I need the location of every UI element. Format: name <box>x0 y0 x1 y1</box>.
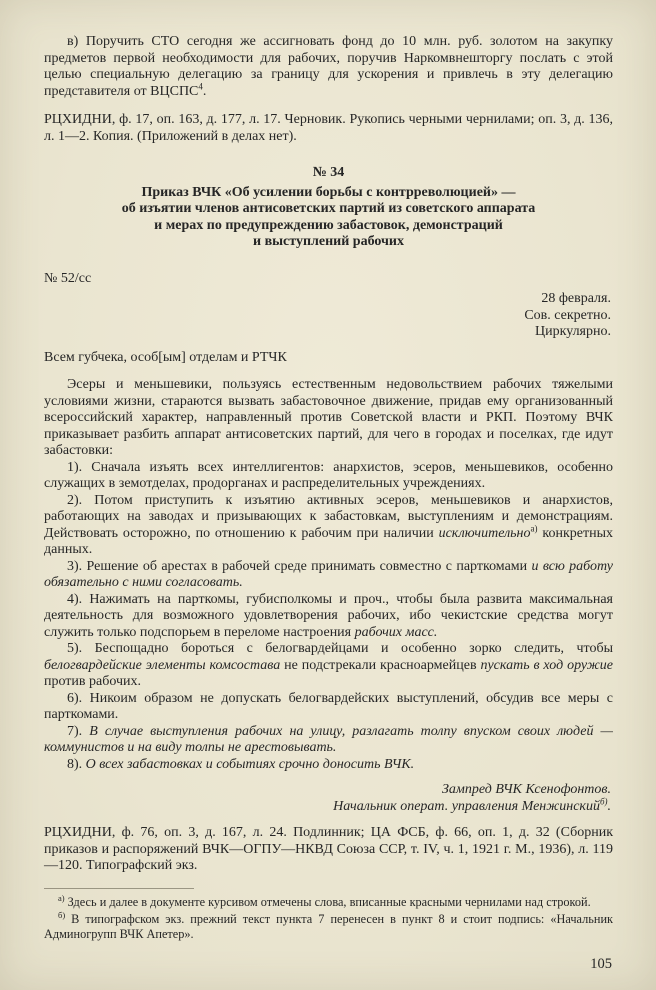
point-8 <box>44 757 613 774</box>
point-2-italic: исключительно <box>438 525 531 541</box>
circular-line: Циркулярно. <box>534 324 611 339</box>
point-6: 6). Никоим образом не допускать белогвардейских выступлений, обсудив все меры с парткомами. <box>44 690 613 722</box>
point-8-number: 8). <box>67 756 86 772</box>
page-number: 105 <box>590 955 612 972</box>
title-line: об изъятии членов антисоветских партий из советского аппарата <box>121 201 536 216</box>
title-line: и мерах по предупреждению забастовок, демонстраций <box>154 217 503 233</box>
signature-menzhinsky <box>44 795 611 816</box>
signature-menzhinsky-text: Начальник операт. управления Менжинский <box>333 798 600 814</box>
footnote-a-marker: а) <box>58 892 65 903</box>
point-4-italic: рабочих масс. <box>354 624 438 640</box>
title-line: Приказ ВЧК «Об усилении борьбы с контрреволюцией» — <box>141 184 516 200</box>
prev-doc-paragraph <box>44 34 613 100</box>
document-code: № 52/сс <box>44 270 92 286</box>
footnote-ref-a: а) <box>530 522 538 533</box>
footnote-ref-4: 4 <box>198 80 203 91</box>
point-2-text-end: конкретных данных. <box>44 525 613 557</box>
footnote-b <box>44 909 613 941</box>
date-secrecy-block <box>44 291 613 341</box>
document-number-heading: № 34 <box>312 165 345 180</box>
footnote-a <box>44 892 613 910</box>
point-5 <box>44 641 613 691</box>
point-3-text: 3). Решение об арестах в рабочей среде принимать совместно с парткомами <box>67 558 532 574</box>
signature-ksenofontov: Зампред ВЧК Ксенофонтов. <box>442 782 611 797</box>
point-2-text: 2). Потом приступить к изъятию активных эсеров, меньшевиков и анархистов, работающих на заводах и призывающих к забастовкам, выступлениям и демонстрациям. Действовать осторожно, по отношению к рабочим при наличии <box>44 492 613 541</box>
title-line: и выступлений рабочих <box>253 234 404 249</box>
footnote-separator <box>44 888 194 889</box>
doc-archive-reference: РЦХИДНИ, ф. 76, оп. 3, д. 167, л. 24. Подлинник; ЦА ФСБ, ф. 66, оп. 1, д. 32 (Сборник приказов и распоряжений ВЧК—ОГПУ—НКВД Союза ССР, т. IV, ч. 1, 1921 г. М., 1936), л. 119—120. Типографский экз. <box>44 825 613 873</box>
point-3-italic: и всю работу обязательно с ними согласовать. <box>44 558 613 590</box>
footnote-b-marker: б) <box>58 909 66 920</box>
point-3 <box>44 559 613 592</box>
point-5-text-end: против рабочих. <box>44 674 142 689</box>
secrecy-line: Сов. секретно. <box>524 307 611 323</box>
point-5-italic-2: пускать в ход оружие <box>480 657 613 673</box>
signature-menzhinsky-end: . <box>607 798 611 814</box>
date-line: 28 февраля. <box>541 291 611 306</box>
point-1: 1). Сначала изъять всех интеллигентов: анархистов, эсеров, меньшевиков, особенно служащих в земотделах, продорганах и распределительных учреждениях. <box>44 459 613 491</box>
footnote-a-text: Здесь и далее в документе курсивом отмечены слова, вписанные красными чернилами над строкой. <box>64 894 591 909</box>
point-8-italic: О всех забастовках и событиях срочно доносить ВЧК. <box>85 756 415 772</box>
point-7 <box>44 724 613 757</box>
point-2 <box>44 493 613 559</box>
prev-doc-text: в) Поручить СТО сегодня же ассигновать фонд до 10 млн. руб. золотом на закупку предметов первой необходимости для рабочих, поручив Наркомвнешторгу послать с этой целью специальную делегацию за границу для ускорения и привлечь в эту делегацию представителя от ВЦСПС <box>44 34 613 99</box>
intro-paragraph: Эсеры и меньшевики, пользуясь естественным недовольствием рабочих тяжелыми условиями жизни, стараются вызвать забастовочное движение, придав ему организованный всероссийский характер, направленный против Советской власти и РКП. Поэтому ВЧК приказывает разбить аппарат антисоветских партий, для чего в городах и поселках, где идут забастовки: <box>44 377 613 458</box>
document-title <box>44 185 613 251</box>
prev-doc-text-end: . <box>202 83 207 99</box>
point-5-text: 5). Беспощадно бороться с белогвардейцами и особенно зорко следить, чтобы <box>67 641 613 656</box>
prev-doc-archive-reference: РЦХИДНИ, ф. 17, оп. 163, д. 177, л. 17. Черновик. Рукопись черными чернилами; оп. 3, д. 136, л. 1—2. Копия. (Приложений в делах нет). <box>44 112 613 144</box>
signature-block <box>44 782 613 815</box>
point-5-text-2: не подстрекали красноармейцев <box>280 657 481 673</box>
footnote-b-text: В типографском экз. прежний текст пункта 7 перенесен в пункт 8 и стоит подпись: «Начальник Админогрупп ВЧК Апетер». <box>44 912 613 941</box>
point-4 <box>44 592 613 642</box>
point-7-italic: В случае выступления рабочих на улицу, разлагать толпу впуском своих людей — коммунистов и на виду толпы не арестовывать. <box>44 723 614 755</box>
point-5-italic-1: белогвардейские элементы комсостава <box>44 657 281 673</box>
addressee-line: Всем губчека, особ[ым] отделам и РТЧК <box>44 349 287 365</box>
point-4-text: 4). Нажимать на парткомы, губисполкомы и проч., чтобы была развита максимальная деятельность для возможного удовлетворения рабочих, ибо чекистские средства могут служить только подспорьем в переломе настроения <box>44 591 613 640</box>
point-7-number: 7). <box>67 723 90 739</box>
footnote-ref-b: б) <box>599 795 608 806</box>
